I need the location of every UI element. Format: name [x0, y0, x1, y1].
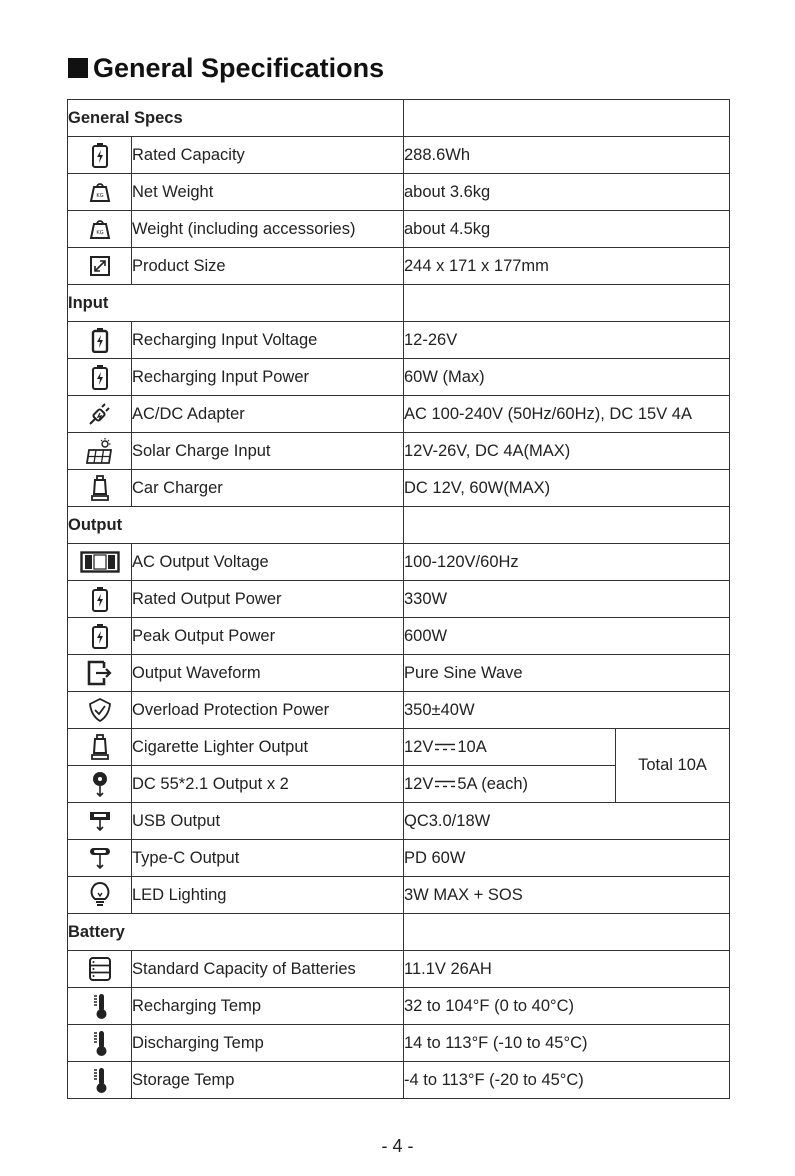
spec-label: Recharging Temp [132, 988, 404, 1025]
spec-label: Rated Capacity [132, 137, 404, 174]
bulb-icon [89, 881, 111, 909]
size-icon [89, 255, 111, 277]
table-row [68, 803, 730, 840]
page-title-text: General Specifications [93, 52, 385, 83]
section-title: Battery [68, 914, 404, 951]
spec-label: Recharging Input Voltage [132, 322, 404, 359]
section-header-battery [68, 914, 730, 951]
spec-label: Storage Temp [132, 1062, 404, 1099]
table-row [68, 877, 730, 914]
spec-value: 32 to 104°F (0 to 40°C) [404, 988, 730, 1025]
spec-label: AC Output Voltage [132, 544, 404, 581]
weight-icon [89, 218, 111, 240]
spec-label: Overload Protection Power [132, 692, 404, 729]
table-row [68, 655, 730, 692]
spec-value: 350±40W [404, 692, 730, 729]
svg-text:KG: KG [95, 193, 104, 199]
table-row [68, 248, 730, 285]
table-row [68, 137, 730, 174]
section-title: Output [68, 507, 404, 544]
table-row [68, 1025, 730, 1062]
spec-value: PD 60W [404, 840, 730, 877]
spec-value: DC 12V, 60W(MAX) [404, 470, 730, 507]
spec-label: AC/DC Adapter [132, 396, 404, 433]
spec-label: Peak Output Power [132, 618, 404, 655]
battery-charging-icon [91, 327, 109, 353]
battery-icon [91, 586, 109, 612]
spec-value: 12V-26V, DC 4A(MAX) [404, 433, 730, 470]
car-charger-icon [89, 474, 111, 502]
table-row [68, 174, 730, 211]
spec-label: Discharging Temp [132, 1025, 404, 1062]
spec-label: DC 55*2.1 Output x 2 [132, 766, 404, 803]
usb-c-icon [88, 845, 112, 871]
spec-label: Cigarette Lighter Output [132, 729, 404, 766]
table-row [68, 840, 730, 877]
spec-label: Type-C Output [132, 840, 404, 877]
spec-value: Pure Sine Wave [404, 655, 730, 692]
spec-value: 60W (Max) [404, 359, 730, 396]
dc-symbol-icon [434, 779, 456, 789]
spec-value: about 4.5kg [404, 211, 730, 248]
dc-jack-icon [89, 770, 111, 798]
spec-label: Standard Capacity of Batteries [132, 951, 404, 988]
spec-value: 12V 10A [404, 729, 616, 766]
spec-value: 600W [404, 618, 730, 655]
table-row [68, 618, 730, 655]
section-header-general [68, 100, 730, 137]
table-row [68, 396, 730, 433]
spec-value: 330W [404, 581, 730, 618]
table-row [68, 359, 730, 396]
solar-panel-icon [85, 437, 115, 465]
spec-value: 14 to 113°F (-10 to 45°C) [404, 1025, 730, 1062]
spec-label: Car Charger [132, 470, 404, 507]
spec-table [67, 99, 730, 1099]
usb-icon [88, 809, 112, 833]
table-row [68, 211, 730, 248]
thermometer-icon [90, 1029, 110, 1057]
table-row [68, 1062, 730, 1099]
plug-icon [86, 401, 114, 427]
spec-value: 244 x 171 x 177mm [404, 248, 730, 285]
table-row [68, 433, 730, 470]
spec-label: USB Output [132, 803, 404, 840]
spec-value: 3W MAX + SOS [404, 877, 730, 914]
table-row [68, 951, 730, 988]
spec-label: Solar Charge Input [132, 433, 404, 470]
spec-label: Product Size [132, 248, 404, 285]
spec-value: 12V 5A (each) [404, 766, 616, 803]
table-row [68, 544, 730, 581]
thermometer-icon [90, 1066, 110, 1094]
battery-icon [91, 142, 109, 168]
table-row [68, 692, 730, 729]
spec-value: QC3.0/18W [404, 803, 730, 840]
dc-symbol-icon [434, 742, 456, 752]
page-title [68, 50, 384, 86]
spec-value: 100-120V/60Hz [404, 544, 730, 581]
spec-label: LED Lighting [132, 877, 404, 914]
spec-label: Recharging Input Power [132, 359, 404, 396]
output-arrow-icon [86, 660, 114, 686]
table-row [68, 729, 730, 766]
spec-value: 288.6Wh [404, 137, 730, 174]
section-title: Input [68, 285, 404, 322]
weight-icon [89, 181, 111, 203]
spec-value: 12-26V [404, 322, 730, 359]
spec-value: 11.1V 26AH [404, 951, 730, 988]
spec-value: AC 100-240V (50Hz/60Hz), DC 15V 4A [404, 396, 730, 433]
total-note: Total 10A [616, 729, 730, 803]
section-header-input [68, 285, 730, 322]
ac-outlet-icon [80, 551, 120, 573]
section-title: General Specs [68, 100, 404, 137]
spec-label: Weight (including accessories) [132, 211, 404, 248]
battery-icon [91, 364, 109, 390]
spec-value: about 3.6kg [404, 174, 730, 211]
page-number: - 4 - [381, 1136, 414, 1156]
table-row [68, 470, 730, 507]
shield-check-icon [87, 697, 113, 723]
title-square-icon [68, 58, 88, 78]
svg-text:KG: KG [95, 230, 104, 236]
spec-label: Output Waveform [132, 655, 404, 692]
battery-pack-icon [88, 956, 112, 982]
battery-icon [91, 623, 109, 649]
thermometer-icon [90, 992, 110, 1020]
cigarette-lighter-icon [89, 733, 111, 761]
spec-value: -4 to 113°F (-20 to 45°C) [404, 1062, 730, 1099]
table-row [68, 581, 730, 618]
spec-label: Rated Output Power [132, 581, 404, 618]
spec-label: Net Weight [132, 174, 404, 211]
table-row [68, 322, 730, 359]
table-row [68, 988, 730, 1025]
section-header-output [68, 507, 730, 544]
